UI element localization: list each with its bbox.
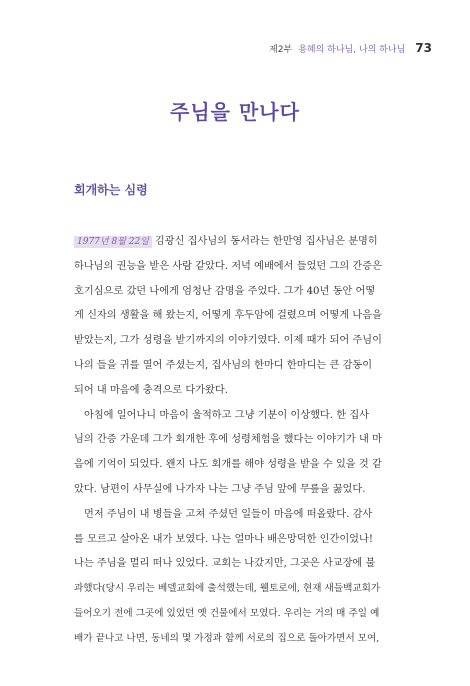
- text-line: [74, 230, 414, 255]
- handwritten-date-note: 1977년 8월 22일: [74, 236, 152, 248]
- body-text: [74, 230, 414, 652]
- text-line: 나는 주님을 멀리 떠나 있었다. 교회는 나갔지만, 그곳은 사교장에 불: [74, 558, 376, 570]
- header-title: 용혜의 하나님, 나의 하나님: [298, 45, 406, 55]
- text-line: 았다. 남편이 사무실에 나가자 나는 그냥 주님 앞에 무릎을 꿇었다.: [74, 483, 366, 495]
- section-title: 회개하는 심령: [74, 183, 148, 197]
- text-line: 과했다(당시 우리는 베델교회에 출석했는데, 웰토로에, 현재 새들백교회가: [74, 583, 381, 595]
- text-line: 음에 기억이 되었다. 왠지 나도 회개를 해야 성령을 받을 수 있을 것 같: [74, 459, 382, 471]
- text-line: 받았는지, 그가 성령을 받기까지의 이야기였다. 이제 때가 되어 주님이: [74, 335, 382, 347]
- chapter-title: 주님을 만나다: [170, 100, 300, 124]
- text-line: 나의 들을 귀를 열어 주셨는지, 집사님의 한마디 한마디는 큰 감동이: [74, 359, 373, 371]
- text-line: 하나님의 권능을 받은 사람 같았다. 저녁 예배에서 들었던 그의 간증은: [74, 260, 382, 272]
- text-line: 님의 간증 가운데 그가 회개한 후에 성령체험을 했다는 이야기가 내 마: [74, 434, 382, 446]
- header-part: 제2부: [269, 45, 293, 55]
- text-line: 들어오기 전에 그곳에 있었던 옛 건물에서 모였다. 우리는 거의 매 주일 예: [74, 607, 380, 619]
- text-line: 호기심으로 갔던 나에게 엄청난 감명을 주었다. 그가 40년 동안 어떻: [74, 285, 376, 297]
- text-line: 아침에 일어나니 마음이 울적하고 그냥 기분이 이상했다. 한 집사: [84, 409, 370, 421]
- text-line: 를 모르고 살아온 내가 보였다. 나는 얼마나 배은망덕한 인간이었나!: [74, 533, 373, 545]
- page-number: 73: [415, 41, 432, 55]
- text-line: 먼저 주님이 내 병들을 고쳐 주셨던 일들이 마음에 떠올랐다. 감사: [84, 508, 373, 520]
- running-header: [269, 41, 432, 55]
- text-line-content: 김광신 집사님의 동서라는 한만영 집사님은 분명히: [154, 236, 378, 247]
- text-line: 게 신자의 생활을 해 왔는지, 어떻게 후두암에 걸렸으며 어떻게 나음을: [74, 310, 382, 322]
- text-line: 배가 끝나고 나면, 동네의 몇 가정과 함께 서로의 집으로 돌아가면서 모여,: [74, 632, 380, 644]
- text-line: 되어 내 마음에 충격으로 다가왔다.: [74, 384, 228, 396]
